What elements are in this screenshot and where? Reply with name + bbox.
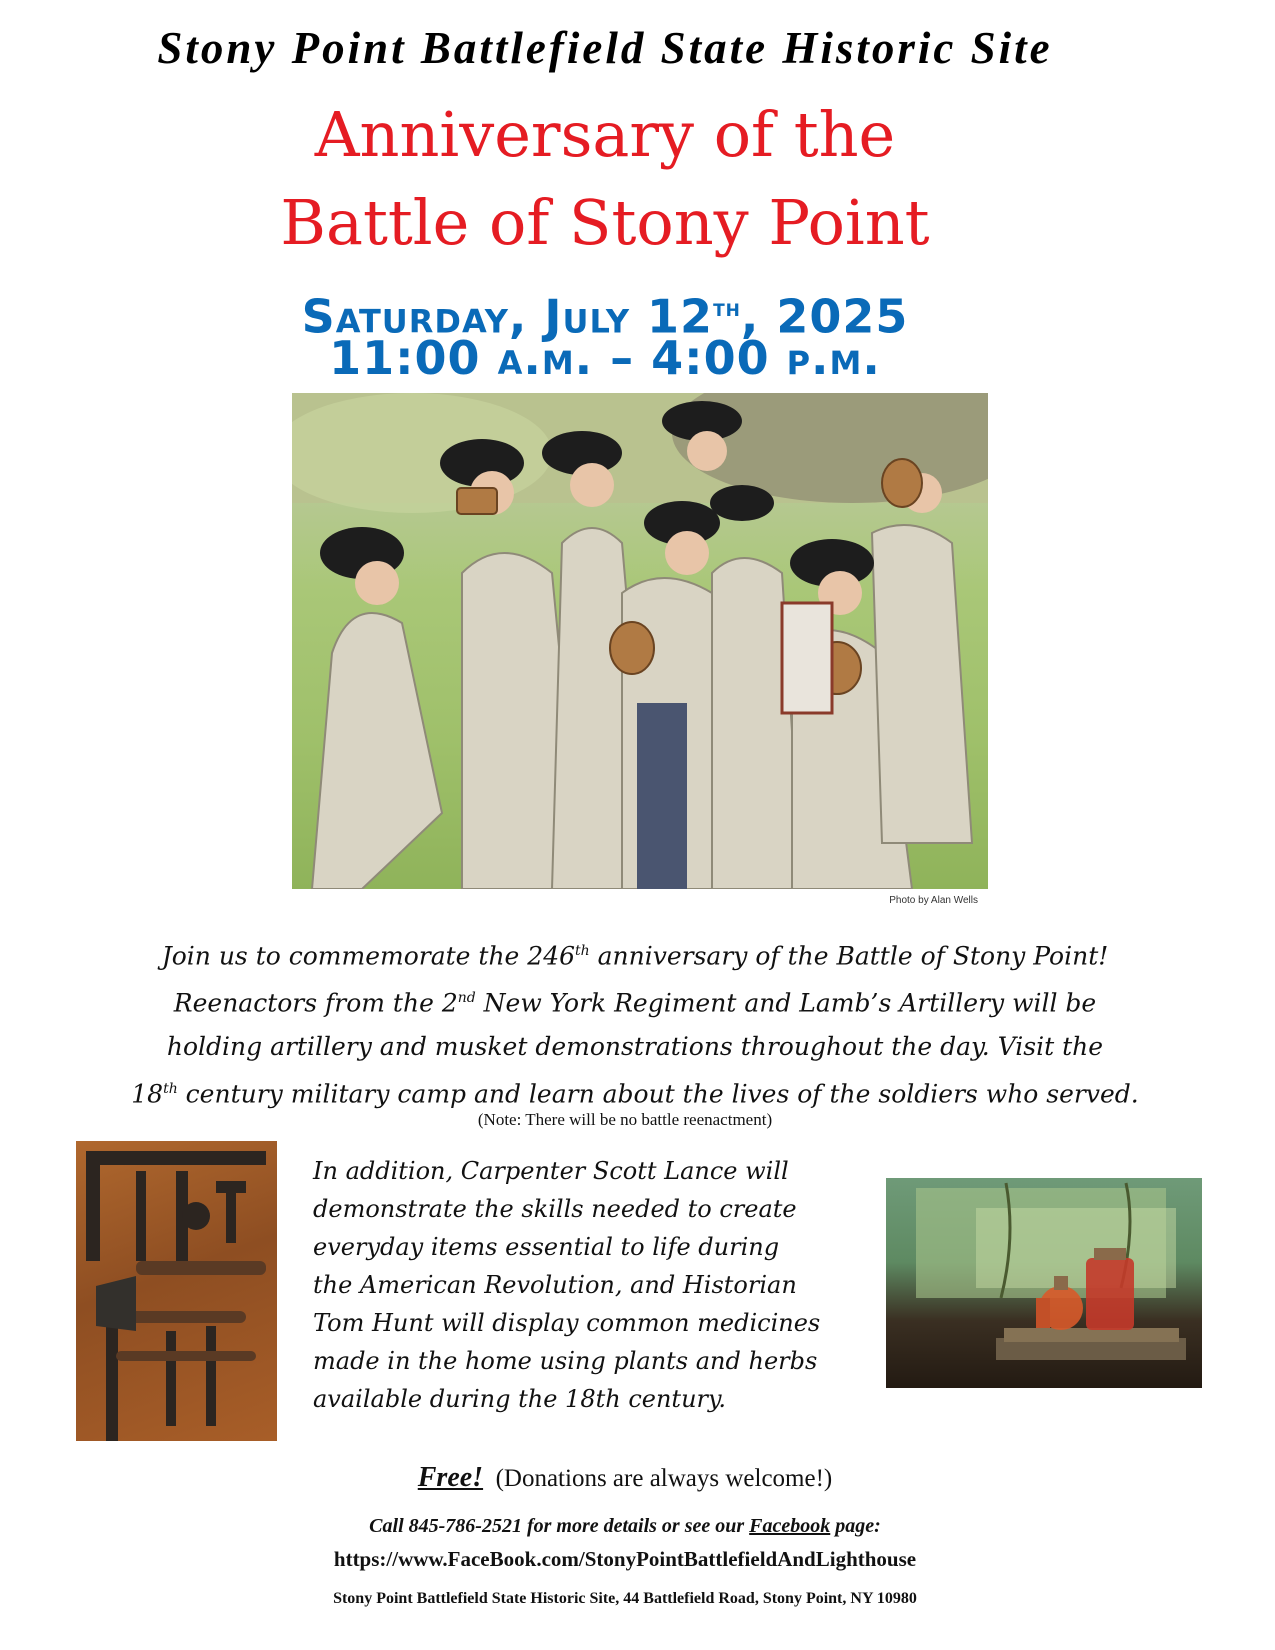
facebook-link[interactable]: Facebook bbox=[749, 1515, 831, 1537]
free-label: Free! bbox=[417, 1462, 484, 1493]
tools-illustration bbox=[76, 1141, 277, 1441]
carpentry-tools-photo bbox=[76, 1141, 277, 1441]
addition-line: In addition, Carpenter Scott Lance will bbox=[313, 1157, 789, 1185]
free-admission bbox=[0, 1462, 1250, 1494]
intro-line-2-b: New York Regiment and Lamb’s Artillery will be bbox=[475, 988, 1097, 1018]
intro-line-1-a: Join us to commemorate the 246 bbox=[161, 941, 576, 971]
contact-line bbox=[0, 1515, 1250, 1538]
addition-line: the American Revolution, and Historian bbox=[313, 1271, 797, 1299]
medicine-illustration bbox=[886, 1178, 1202, 1388]
reenactors-photo bbox=[292, 393, 988, 889]
reenactors-illustration bbox=[292, 393, 988, 889]
date-suffix: th bbox=[713, 294, 741, 322]
intro-line-2-a: Reenactors from the 2 bbox=[173, 988, 458, 1018]
reenactment-note: (Note: There will be no battle reenactment) bbox=[477, 1110, 773, 1129]
intro-line-4 bbox=[40, 1068, 1230, 1115]
donations-text: (Donations are always welcome!) bbox=[495, 1465, 833, 1492]
event-time: 11:00 a.m. – 4:00 p.m. bbox=[329, 331, 881, 385]
facebook-url[interactable]: https://www.FaceBook.com/StonyPointBattlefieldAndLighthouse bbox=[333, 1547, 917, 1571]
intro-line-2-sup: nd bbox=[457, 990, 476, 1007]
page-text: page: bbox=[830, 1515, 881, 1537]
addition-line: Tom Hunt will display common medicines bbox=[313, 1309, 821, 1337]
intro-paragraph bbox=[40, 930, 1230, 1115]
intro-line-1-b: anniversary of the Battle of Stony Point! bbox=[589, 941, 1109, 971]
site-title: Stony Point Battlefield State Historic Site bbox=[157, 23, 1053, 73]
event-title-line2: Battle of Stony Point bbox=[280, 186, 930, 259]
addition-line: demonstrate the skills needed to create bbox=[313, 1195, 797, 1223]
event-title-line1: Anniversary of the bbox=[314, 98, 896, 171]
intro-line-4-b: century military camp and learn about the lives of the soldiers who served. bbox=[177, 1078, 1139, 1108]
site-address: Stony Point Battlefield State Historic Site, 44 Battlefield Road, Stony Point, NY 10980 bbox=[333, 1590, 917, 1607]
call-text: Call 845-786-2521 for more details or see our bbox=[369, 1515, 750, 1537]
addition-line: available during the 18th century. bbox=[313, 1385, 727, 1413]
herbal-medicine-photo bbox=[886, 1178, 1202, 1388]
intro-line-1-sup: th bbox=[575, 943, 590, 959]
addition-line: everyday items essential to life during bbox=[313, 1233, 780, 1261]
intro-line-2 bbox=[40, 977, 1230, 1024]
intro-line-4-a: 18 bbox=[131, 1078, 164, 1108]
intro-line-4-sup: th bbox=[163, 1080, 178, 1097]
intro-line-3: holding artillery and musket demonstrations throughout the day. Visit the bbox=[166, 1031, 1104, 1061]
intro-line-1 bbox=[40, 930, 1230, 977]
date-main: Saturday, July 12 bbox=[301, 289, 714, 344]
photo-credit: Photo by Alan Wells bbox=[889, 895, 978, 906]
addition-line: made in the home using plants and herbs bbox=[313, 1347, 818, 1375]
date-year: , 2025 bbox=[740, 289, 909, 344]
addition-paragraph bbox=[313, 1152, 873, 1418]
